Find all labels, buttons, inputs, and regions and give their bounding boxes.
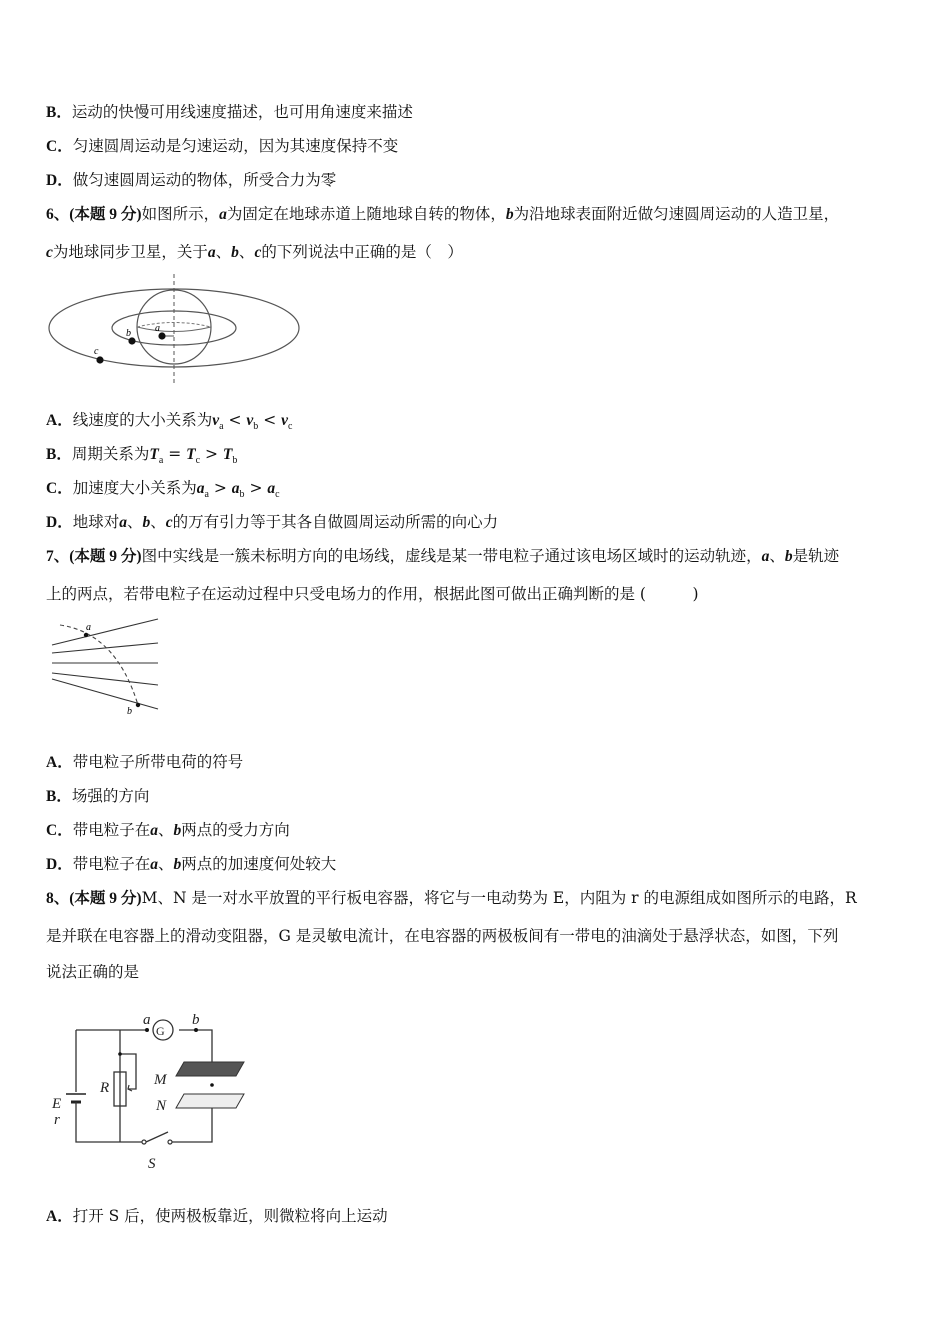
label-c: c <box>94 346 99 357</box>
satellite-c-dot <box>96 356 103 363</box>
q8-stem-line2: 是并联在电容器上的滑动变阻器，G 是灵敏电流计，在电容器的两极板间有一带电的油滴处于悬浮状态，如图，下列 <box>46 927 839 945</box>
point-a-dot <box>84 633 88 637</box>
point-b-dot <box>136 703 140 707</box>
oil-droplet <box>210 1083 214 1087</box>
q6-option-b: B．周期关系为$T_a = T_c > T_b$ <box>46 445 238 467</box>
node-r-top <box>118 1052 122 1056</box>
wire-bottom-right <box>172 1108 212 1142</box>
label-g: G <box>156 1024 165 1038</box>
wire-left-lower <box>76 1112 144 1142</box>
q7-option-a: A．带电粒子所带电荷的符号 <box>46 753 244 771</box>
slider-arrow <box>128 1085 132 1091</box>
q6-option-a: A．线速度的大小关系为$v_a < v_b < v_c$ <box>46 411 293 433</box>
particle-trajectory <box>60 625 138 705</box>
q6-stem-line2: c为地球同步卫星，关于a、b、c的下列说法中正确的是（ ） <box>46 243 463 261</box>
label-m: M <box>154 1072 167 1088</box>
node-a <box>145 1028 149 1032</box>
capacitor-plate-n <box>176 1094 244 1108</box>
q8-option-a: A．打开 S 后，使两极板靠近，则微粒将向上运动 <box>46 1207 388 1225</box>
capacitor-plate-m <box>176 1062 244 1076</box>
q7-stem-line2: 上的两点，若带电粒子在运动过程中只受电场力的作用，根据此图可做出正确判断的是 ( ) <box>46 585 699 603</box>
field-line-1 <box>52 619 158 645</box>
wire-top-right <box>179 1030 212 1062</box>
label-e: E <box>52 1096 62 1112</box>
label-n: N <box>156 1098 167 1114</box>
q7-option-d: D．带电粒子在a、b两点的加速度何处较大 <box>46 855 337 873</box>
q6-stem-line1: 6、(本题 9 分)如图所示，a为固定在地球赤道上随地球自转的物体，b为沿地球表面附近做匀速圆周运动的人造卫星， <box>46 205 840 223</box>
node-b <box>194 1028 198 1032</box>
q7-stem-line1: 7、(本题 9 分)图中实线是一簇未标明方向的电场线，虚线是某一带电粒子通过该电场区域时的运动轨迹，a、b是轨迹 <box>46 547 840 565</box>
switch-pivot <box>142 1140 146 1144</box>
label-s: S <box>148 1156 156 1172</box>
label-a: a <box>86 622 91 633</box>
label-b: b <box>126 328 131 339</box>
switch-blade <box>146 1132 168 1142</box>
label-a: a <box>143 1012 151 1028</box>
q8-circuit-figure <box>44 1010 256 1174</box>
q5-option-b: B．运动的快慢可用线速度描述，也可用角速度来描述 <box>46 103 413 121</box>
q5-option-d: D．做匀速圆周运动的物体，所受合力为零 <box>46 171 337 189</box>
q7-field-figure <box>46 613 164 717</box>
switch-contact <box>168 1140 172 1144</box>
q6-option-d: D．地球对a、b、c的万有引力等于其各自做圆周运动所需的向心力 <box>46 513 499 531</box>
q8-stem-line1: 8、(本题 9 分)M、N 是一对水平放置的平行板电容器，将它与一电动势为 E，内阻为 r 的电源组成如图所示的电路，R <box>46 889 857 907</box>
q7-option-b: B．场强的方向 <box>46 787 150 805</box>
q8-stem-line3: 说法正确的是 <box>46 963 140 981</box>
q6-orbit-figure <box>44 272 304 386</box>
q6-option-c: C．加速度大小关系为$a_a > a_b > a_c$ <box>46 479 280 501</box>
q7-option-c: C．带电粒子在a、b两点的受力方向 <box>46 821 290 839</box>
field-line-2 <box>52 643 158 653</box>
label-b: b <box>127 706 132 717</box>
q5-option-c: C．匀速圆周运动是匀速运动，因为其速度保持不变 <box>46 137 399 155</box>
orbit-c <box>49 289 299 367</box>
label-r-rheostat: R <box>100 1080 110 1096</box>
label-b: b <box>192 1012 200 1028</box>
label-r-internal: r <box>54 1112 60 1128</box>
label-a: a <box>155 323 160 334</box>
